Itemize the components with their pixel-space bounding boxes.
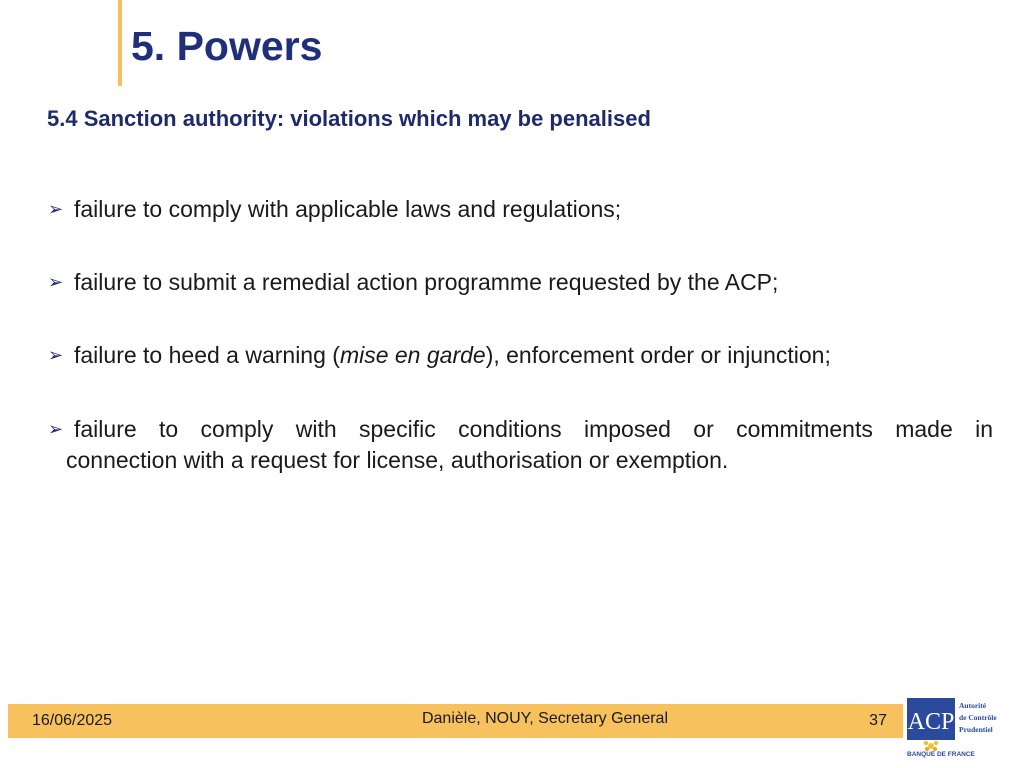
logo-flower-icon [924,741,938,751]
bullet-text: failure to comply with applicable laws and regulations; [74,196,622,222]
footer-date: 16/06/2025 [32,712,113,729]
bullet-text-before: failure to heed a warning ( [74,342,340,368]
footer-author: Danièle, NOUY, Secretary General [421,710,669,727]
bullet-text: failure to submit a remedial action programme requested by the ACP; [74,269,779,295]
arrow-bullet-icon: ➢ [48,419,64,440]
bullet-text-line2: connection with a request for license, authorisation or exemption. [66,447,729,473]
bullet-item [48,414,993,476]
bullet-text: failure to comply with specific conditions imposed or commitments made in [74,416,993,442]
bullet-item [48,340,993,371]
logo-line3: Prudentiel [959,725,993,734]
arrow-bullet-icon: ➢ [48,345,64,366]
arrow-bullet-icon: ➢ [48,199,64,220]
logo-line1: Autorité [959,701,987,710]
bullet-item [48,194,993,225]
logo-bottom-text: BANQUE DE FRANCE [907,751,975,758]
logo-line2: de Contrôle [959,713,997,722]
bullet-text-italic: mise en garde [339,342,486,368]
logo-acronym: ACP [907,709,955,735]
arrow-bullet-icon: ➢ [48,272,64,293]
acp-logo [905,696,1017,758]
title-accent-bar [118,0,122,86]
page-number: 37 [869,712,887,729]
bullet-text-after: ), enforcement order or injunction; [485,342,831,368]
slide-subtitle: 5.4 Sanction authority: violations which may be penalised [47,106,651,131]
bullet-item [48,267,993,298]
bullet-text-line1 [48,414,993,445]
slide-title: 5. Powers [131,23,323,69]
